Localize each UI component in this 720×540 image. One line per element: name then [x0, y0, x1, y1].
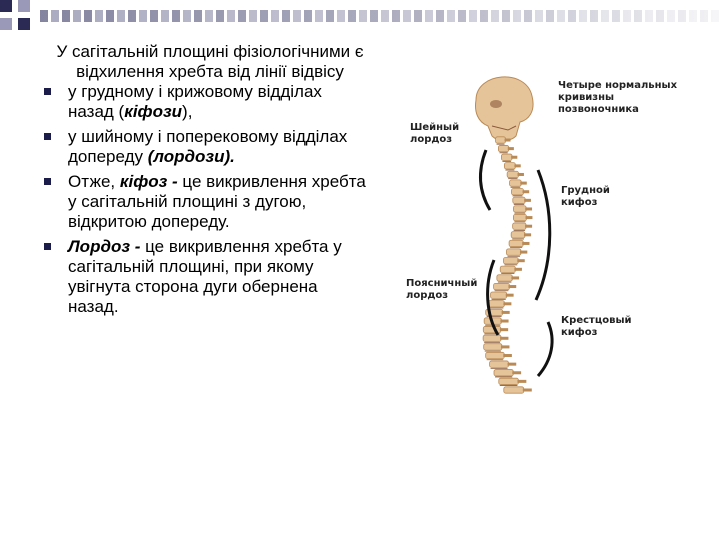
spinous-process — [517, 259, 524, 262]
vertebra — [488, 301, 505, 307]
spinous-process — [500, 328, 508, 331]
square-bullet-icon — [44, 88, 51, 95]
spinous-process — [512, 371, 521, 374]
figure-header: Четыре нормальных кривизны позвоночника — [558, 80, 678, 115]
spinous-process — [508, 285, 516, 288]
spinous-process — [522, 242, 529, 245]
bullet-tail: це викривлення хребта у сагітальній площині з дугою, відкритою допереду. — [68, 172, 366, 231]
spine-figure — [398, 60, 698, 440]
vertebra — [486, 352, 505, 358]
square-bullet-icon — [44, 243, 51, 250]
vertebra — [496, 137, 506, 143]
spine-illustration — [398, 60, 698, 440]
vertebra — [513, 197, 525, 203]
square-bullet-icon — [44, 178, 51, 185]
vertebra — [498, 145, 508, 151]
cervical-arc — [480, 150, 490, 210]
vertebra — [494, 370, 513, 376]
bullet-emphasis: кіфози — [124, 102, 183, 121]
vertebra — [484, 344, 502, 350]
spinous-process — [520, 251, 527, 254]
bullet-text: у грудному і крижовому відділах назад ( — [68, 82, 322, 121]
vertebra — [497, 275, 513, 281]
label-cervical: Шейный лордоз — [410, 122, 460, 145]
spinous-process — [520, 182, 527, 185]
vertebra — [513, 214, 526, 220]
spinous-process — [526, 216, 533, 219]
vertebra — [504, 163, 515, 169]
vertebra — [494, 283, 510, 289]
spinous-process — [503, 302, 511, 305]
spinous-process — [523, 190, 530, 193]
slide-text — [40, 42, 370, 322]
vertebra — [513, 223, 526, 229]
vertebra — [510, 180, 522, 186]
spinous-process — [524, 199, 531, 202]
list-item — [40, 172, 370, 232]
vertebra — [507, 171, 518, 177]
spinous-process — [524, 233, 531, 236]
intro-paragraph: У сагітальній площині фізіологічними є відхилення хребта від лінії відвісу — [56, 42, 364, 81]
vertebra — [483, 335, 501, 341]
spinous-process — [508, 147, 514, 150]
label-lumbar: Поясничный лордоз — [406, 278, 478, 301]
bullet-text: Отже, — [68, 172, 120, 191]
bullet-emphasis: кіфоз - — [119, 172, 178, 191]
bullet-emphasis: Лордоз - — [68, 237, 141, 256]
vertebra — [503, 257, 518, 263]
label-sacral: Крестцовый кифоз — [561, 315, 632, 338]
sacral-arc — [538, 322, 552, 376]
vertebra — [501, 154, 512, 160]
bullet-tail: ), — [182, 102, 193, 121]
square-bullet-icon — [44, 133, 51, 140]
vertebra — [491, 292, 507, 298]
spinous-process — [501, 345, 509, 348]
spinous-process — [525, 225, 532, 228]
label-thoracic: Грудной кифоз — [561, 185, 610, 208]
spinous-process — [500, 320, 508, 323]
list-item — [40, 237, 370, 317]
spinous-process — [511, 276, 519, 279]
spinous-process — [508, 363, 517, 366]
spinous-process — [514, 268, 522, 271]
spinous-process — [500, 337, 508, 340]
bullet-text: у шийному і поперековому відділах допереду — [68, 127, 348, 166]
bullet-tail: це викривлення хребта у сагітальній площині, при якому увігнута сторона дуги обернена назад. — [68, 237, 342, 316]
spinous-process — [514, 164, 520, 167]
vertebra — [490, 361, 509, 367]
vertebra — [513, 206, 526, 212]
skull-icon — [476, 77, 534, 141]
thoracic-arc — [536, 170, 550, 300]
vertebra — [504, 387, 524, 393]
spinous-process — [505, 139, 511, 142]
spinous-process — [523, 389, 532, 392]
vertebral-column — [483, 137, 532, 393]
bullet-list — [40, 82, 370, 317]
vertebra — [499, 378, 519, 384]
spinous-process — [502, 311, 510, 314]
spinous-process — [506, 294, 514, 297]
spinous-process — [503, 354, 512, 357]
vertebra — [511, 189, 523, 195]
list-item — [40, 82, 370, 122]
list-item — [40, 127, 370, 167]
vertebra — [511, 232, 525, 238]
spinous-process — [518, 173, 524, 176]
vertebra — [509, 240, 523, 246]
spinous-process — [511, 156, 517, 159]
header-stripe-fade — [40, 10, 720, 22]
vertebra — [500, 266, 515, 272]
bullet-emphasis: (лордози). — [147, 147, 235, 166]
spinous-process — [525, 207, 532, 210]
vertebra — [506, 249, 520, 255]
spinous-process — [517, 380, 526, 383]
vertebra — [483, 326, 501, 332]
